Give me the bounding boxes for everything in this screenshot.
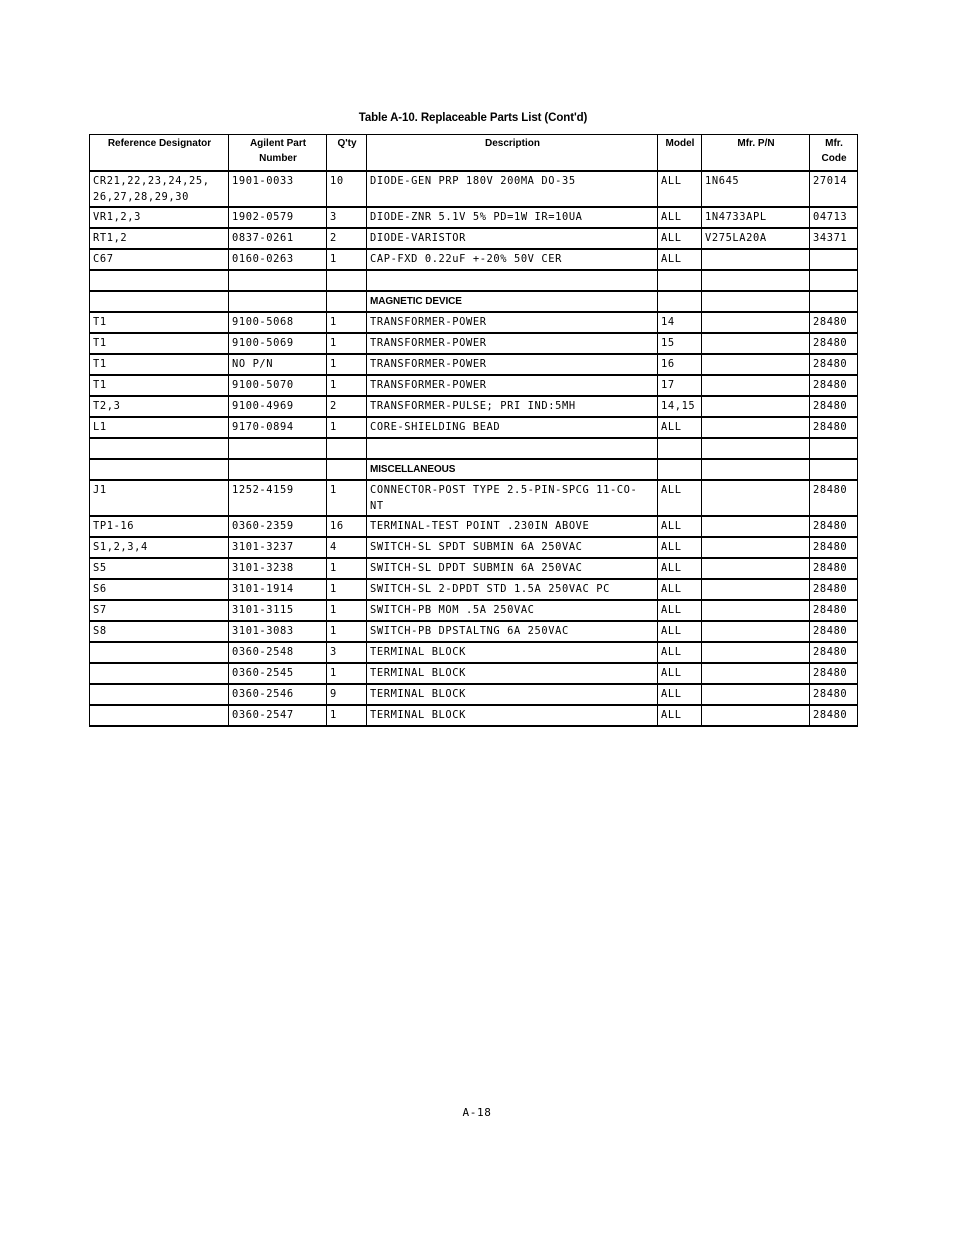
cell-part-number: 9100-5070 [229, 375, 327, 396]
cell-part-number: 0360-2548 [229, 642, 327, 663]
table-row [90, 558, 858, 579]
table-body [90, 171, 858, 726]
cell-model [658, 291, 702, 312]
cell-mfr-code: 27014 [810, 171, 858, 207]
table-row [90, 600, 858, 621]
header-mfr-pn: Mfr. P/N [702, 135, 810, 172]
cell-part-number: 3101-3238 [229, 558, 327, 579]
cell-description: DIODE-VARISTOR [367, 228, 658, 249]
cell-quantity [327, 438, 367, 459]
header-quantity: Q'ty [327, 135, 367, 172]
table-row [90, 270, 858, 291]
cell-mfr-pn [702, 249, 810, 270]
table-row [90, 537, 858, 558]
table-row [90, 375, 858, 396]
cell-mfr-code: 28480 [810, 417, 858, 438]
cell-mfr-pn [702, 354, 810, 375]
cell-mfr-pn [702, 537, 810, 558]
cell-model: 16 [658, 354, 702, 375]
section-header-row [90, 459, 858, 480]
cell-mfr-pn: V275LA20A [702, 228, 810, 249]
cell-mfr-pn [702, 642, 810, 663]
cell-quantity: 4 [327, 537, 367, 558]
cell-model [658, 459, 702, 480]
table-row [90, 354, 858, 375]
cell-part-number: 0160-0263 [229, 249, 327, 270]
table-title: Table A-10. Replaceable Parts List (Cont'd) [358, 112, 588, 124]
cell-part-number: 3101-1914 [229, 579, 327, 600]
cell-part-number: 0360-2547 [229, 705, 327, 726]
cell-reference-designator: S1,2,3,4 [90, 537, 229, 558]
table-row [90, 516, 858, 537]
cell-mfr-code: 28480 [810, 642, 858, 663]
cell-quantity: 1 [327, 705, 367, 726]
cell-reference-designator: VR1,2,3 [90, 207, 229, 228]
cell-part-number: 0360-2546 [229, 684, 327, 705]
cell-part-number: 9100-5069 [229, 333, 327, 354]
cell-mfr-pn [702, 375, 810, 396]
cell-description: SWITCH-SL SPDT SUBMIN 6A 250VAC [367, 537, 658, 558]
cell-model: 14,15 [658, 396, 702, 417]
cell-part-number: 1902-0579 [229, 207, 327, 228]
table-row [90, 249, 858, 270]
cell-quantity: 2 [327, 228, 367, 249]
header-reference-designator: Reference Designator [90, 135, 229, 172]
cell-reference-designator [90, 663, 229, 684]
cell-mfr-pn [702, 516, 810, 537]
cell-mfr-code: 28480 [810, 396, 858, 417]
cell-description: TERMINAL BLOCK [367, 663, 658, 684]
cell-reference-designator: L1 [90, 417, 229, 438]
cell-model: 17 [658, 375, 702, 396]
cell-mfr-pn: 1N4733APL [702, 207, 810, 228]
cell-part-number: 3101-3237 [229, 537, 327, 558]
cell-model: ALL [658, 516, 702, 537]
cell-model: ALL [658, 249, 702, 270]
cell-quantity: 16 [327, 516, 367, 537]
cell-quantity: 1 [327, 249, 367, 270]
cell-part-number: 1252-4159 [229, 480, 327, 516]
cell-model: ALL [658, 642, 702, 663]
cell-mfr-pn [702, 270, 810, 291]
cell-mfr-pn [702, 480, 810, 516]
cell-model: ALL [658, 705, 702, 726]
cell-model: ALL [658, 621, 702, 642]
cell-mfr-code [810, 270, 858, 291]
cell-model: ALL [658, 558, 702, 579]
cell-mfr-code [810, 249, 858, 270]
cell-model: ALL [658, 684, 702, 705]
cell-part-number [229, 459, 327, 480]
cell-description: TERMINAL BLOCK [367, 705, 658, 726]
cell-description: SWITCH-SL DPDT SUBMIN 6A 250VAC [367, 558, 658, 579]
cell-mfr-pn [702, 579, 810, 600]
cell-model: ALL [658, 417, 702, 438]
cell-part-number [229, 438, 327, 459]
cell-description: SWITCH-SL 2-DPDT STD 1.5A 250VAC PC [367, 579, 658, 600]
cell-reference-designator: J1 [90, 480, 229, 516]
cell-reference-designator: S6 [90, 579, 229, 600]
cell-reference-designator: T1 [90, 354, 229, 375]
cell-model: 15 [658, 333, 702, 354]
cell-description: TRANSFORMER-POWER [367, 375, 658, 396]
cell-reference-designator [90, 291, 229, 312]
cell-reference-designator: T1 [90, 312, 229, 333]
cell-mfr-code: 28480 [810, 558, 858, 579]
cell-description: TRANSFORMER-PULSE; PRI IND:5MH [367, 396, 658, 417]
cell-description: TRANSFORMER-POWER [367, 312, 658, 333]
cell-mfr-pn [702, 705, 810, 726]
cell-quantity: 1 [327, 600, 367, 621]
cell-part-number: 9100-5068 [229, 312, 327, 333]
table-row [90, 396, 858, 417]
cell-reference-designator: T2,3 [90, 396, 229, 417]
cell-quantity: 1 [327, 333, 367, 354]
cell-mfr-code [810, 459, 858, 480]
cell-quantity: 1 [327, 579, 367, 600]
cell-mfr-pn [702, 291, 810, 312]
section-header-row [90, 291, 858, 312]
cell-mfr-code [810, 438, 858, 459]
header-agilent-part-number: Agilent Part Number [229, 135, 327, 172]
cell-model: ALL [658, 171, 702, 207]
cell-part-number [229, 270, 327, 291]
header-description: Description [367, 135, 658, 172]
cell-part-number [229, 291, 327, 312]
cell-reference-designator: T1 [90, 333, 229, 354]
cell-model: ALL [658, 663, 702, 684]
table-row [90, 642, 858, 663]
cell-reference-designator: CR21,22,23,24,25, 26,27,28,29,30 [90, 171, 229, 207]
cell-model: ALL [658, 537, 702, 558]
cell-quantity: 10 [327, 171, 367, 207]
cell-mfr-code: 28480 [810, 600, 858, 621]
table-row [90, 312, 858, 333]
cell-mfr-code: 28480 [810, 516, 858, 537]
cell-mfr-code: 28480 [810, 480, 858, 516]
cell-mfr-code: 28480 [810, 333, 858, 354]
table-row [90, 333, 858, 354]
table-row [90, 480, 858, 516]
header-mfr-code: Mfr. Code [810, 135, 858, 172]
cell-part-number: 0360-2545 [229, 663, 327, 684]
table-row [90, 621, 858, 642]
cell-model: 14 [658, 312, 702, 333]
table-row [90, 207, 858, 228]
cell-model: ALL [658, 480, 702, 516]
cell-mfr-pn [702, 621, 810, 642]
cell-reference-designator: TP1-16 [90, 516, 229, 537]
table-row [90, 579, 858, 600]
cell-reference-designator: C67 [90, 249, 229, 270]
cell-mfr-pn [702, 438, 810, 459]
cell-mfr-pn [702, 459, 810, 480]
cell-mfr-code [810, 291, 858, 312]
cell-part-number: 0360-2359 [229, 516, 327, 537]
cell-description: CONNECTOR-POST TYPE 2.5-PIN-SPCG 11-CO- NT [367, 480, 658, 516]
cell-part-number: 3101-3115 [229, 600, 327, 621]
table-header-row [90, 135, 858, 172]
cell-part-number: 9100-4969 [229, 396, 327, 417]
cell-mfr-code: 28480 [810, 579, 858, 600]
cell-mfr-pn [702, 663, 810, 684]
cell-quantity: 1 [327, 663, 367, 684]
cell-quantity: 1 [327, 375, 367, 396]
cell-mfr-code: 28480 [810, 621, 858, 642]
cell-quantity: 1 [327, 354, 367, 375]
cell-description: SWITCH-PB DPSTALTNG 6A 250VAC [367, 621, 658, 642]
cell-description: DIODE-ZNR 5.1V 5% PD=1W IR=10UA [367, 207, 658, 228]
cell-description: MAGNETIC DEVICE [367, 291, 658, 312]
cell-mfr-code: 04713 [810, 207, 858, 228]
replaceable-parts-table [89, 134, 858, 727]
cell-description: TERMINAL BLOCK [367, 684, 658, 705]
cell-mfr-pn [702, 417, 810, 438]
cell-reference-designator: S5 [90, 558, 229, 579]
cell-description: DIODE-GEN PRP 180V 200MA DO-35 [367, 171, 658, 207]
cell-description [367, 270, 658, 291]
cell-reference-designator: S7 [90, 600, 229, 621]
table-row [90, 417, 858, 438]
cell-reference-designator [90, 705, 229, 726]
cell-description: SWITCH-PB MOM .5A 250VAC [367, 600, 658, 621]
cell-reference-designator: RT1,2 [90, 228, 229, 249]
cell-model: ALL [658, 207, 702, 228]
cell-mfr-pn [702, 684, 810, 705]
cell-description: CORE-SHIELDING BEAD [367, 417, 658, 438]
cell-description: CAP-FXD 0.22uF +-20% 50V CER [367, 249, 658, 270]
cell-quantity: 2 [327, 396, 367, 417]
table-row [90, 171, 858, 207]
cell-quantity: 3 [327, 642, 367, 663]
table-row [90, 663, 858, 684]
cell-reference-designator [90, 459, 229, 480]
cell-model: ALL [658, 228, 702, 249]
cell-quantity [327, 270, 367, 291]
cell-reference-designator: S8 [90, 621, 229, 642]
cell-mfr-code: 28480 [810, 684, 858, 705]
cell-quantity: 9 [327, 684, 367, 705]
cell-mfr-code: 28480 [810, 354, 858, 375]
cell-mfr-pn [702, 396, 810, 417]
cell-quantity: 3 [327, 207, 367, 228]
cell-description: TRANSFORMER-POWER [367, 333, 658, 354]
table-row [90, 438, 858, 459]
cell-part-number: 1901-0033 [229, 171, 327, 207]
cell-reference-designator [90, 642, 229, 663]
cell-mfr-code: 28480 [810, 537, 858, 558]
cell-reference-designator [90, 684, 229, 705]
cell-mfr-pn [702, 558, 810, 579]
cell-quantity: 1 [327, 621, 367, 642]
cell-description: MISCELLANEOUS [367, 459, 658, 480]
cell-part-number: 9170-0894 [229, 417, 327, 438]
table-row [90, 228, 858, 249]
cell-model: ALL [658, 579, 702, 600]
cell-quantity: 1 [327, 558, 367, 579]
cell-mfr-pn [702, 600, 810, 621]
cell-part-number: 3101-3083 [229, 621, 327, 642]
cell-mfr-code: 28480 [810, 312, 858, 333]
cell-mfr-pn [702, 312, 810, 333]
cell-quantity: 1 [327, 312, 367, 333]
cell-mfr-code: 28480 [810, 375, 858, 396]
cell-mfr-code: 34371 [810, 228, 858, 249]
header-model: Model [658, 135, 702, 172]
page-number: A-18 [462, 1106, 492, 1119]
cell-reference-designator [90, 270, 229, 291]
cell-description: TERMINAL-TEST POINT .230IN ABOVE [367, 516, 658, 537]
table-row [90, 684, 858, 705]
cell-mfr-code: 28480 [810, 663, 858, 684]
cell-mfr-pn [702, 333, 810, 354]
cell-model: ALL [658, 600, 702, 621]
cell-quantity: 1 [327, 417, 367, 438]
cell-model [658, 270, 702, 291]
cell-quantity: 1 [327, 480, 367, 516]
cell-reference-designator [90, 438, 229, 459]
cell-description: TRANSFORMER-POWER [367, 354, 658, 375]
cell-quantity [327, 459, 367, 480]
cell-reference-designator: T1 [90, 375, 229, 396]
cell-description: TERMINAL BLOCK [367, 642, 658, 663]
cell-quantity [327, 291, 367, 312]
cell-mfr-code: 28480 [810, 705, 858, 726]
cell-part-number: NO P/N [229, 354, 327, 375]
cell-part-number: 0837-0261 [229, 228, 327, 249]
cell-mfr-pn: 1N645 [702, 171, 810, 207]
table-row [90, 705, 858, 726]
cell-model [658, 438, 702, 459]
cell-description [367, 438, 658, 459]
